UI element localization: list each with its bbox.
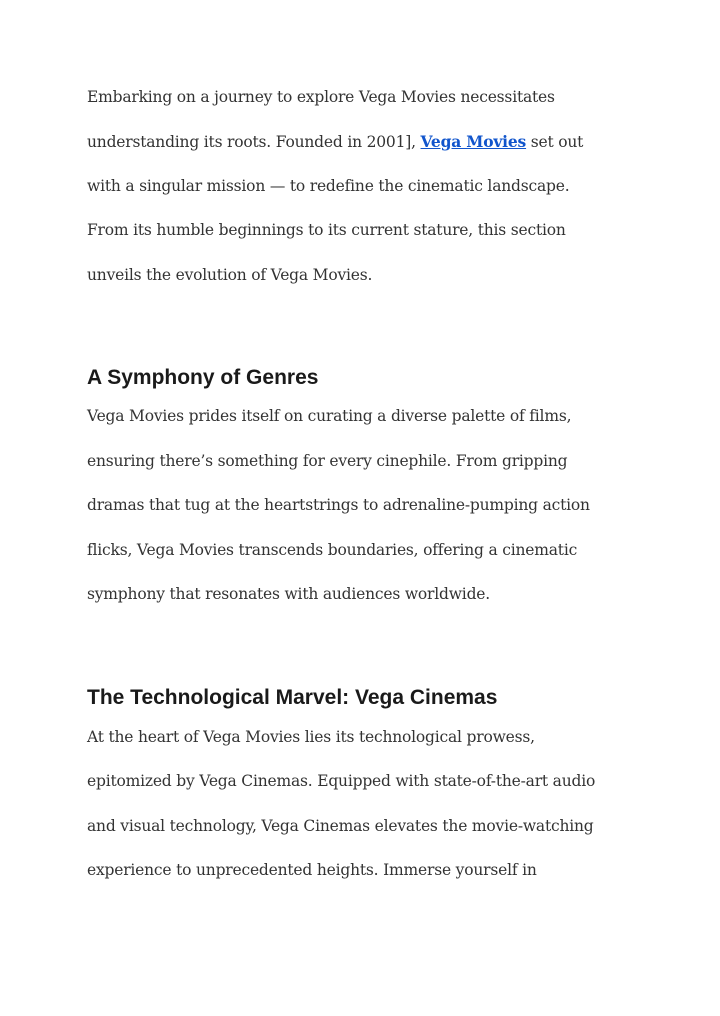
intro-line-1: Embarking on a journey to explore Vega Movies necessitates <box>87 88 555 106</box>
genres-line-5: symphony that resonates with audiences worldwide. <box>87 585 490 603</box>
genres-line-4: flicks, Vega Movies transcends boundaries, offering a cinematic <box>87 541 578 559</box>
intro-line-2-text: understanding its roots. Founded in 2001], <box>87 133 421 151</box>
intro-line-4: From its humble beginnings to its current stature, this section <box>87 221 566 239</box>
intro-line-2-tail: set out <box>526 133 584 151</box>
tech-line-3: and visual technology, Vega Cinemas elevates the movie-watching <box>87 817 594 835</box>
intro-line-2 <box>87 132 583 151</box>
genres-line-3: dramas that tug at the heartstrings to adrenaline-pumping action <box>87 496 590 514</box>
tech-line-1: At the heart of Vega Movies lies its technological prowess, <box>87 728 535 746</box>
genres-line-2: ensuring there’s something for every cinephile. From gripping <box>87 452 568 470</box>
section-heading-technology: The Technological Marvel: Vega Cinemas <box>87 686 498 709</box>
vega-movies-link[interactable]: Vega Movies <box>420 132 527 151</box>
tech-line-4: experience to unprecedented heights. Immerse yourself in <box>87 861 537 879</box>
intro-line-5: unveils the evolution of Vega Movies. <box>87 266 373 284</box>
section-heading-genres: A Symphony of Genres <box>87 366 319 389</box>
intro-line-3: with a singular mission — to redefine the cinematic landscape. <box>87 177 570 195</box>
genres-line-1: Vega Movies prides itself on curating a diverse palette of films, <box>87 407 572 425</box>
tech-line-2: epitomized by Vega Cinemas. Equipped with state-of-the-art audio <box>87 772 596 790</box>
